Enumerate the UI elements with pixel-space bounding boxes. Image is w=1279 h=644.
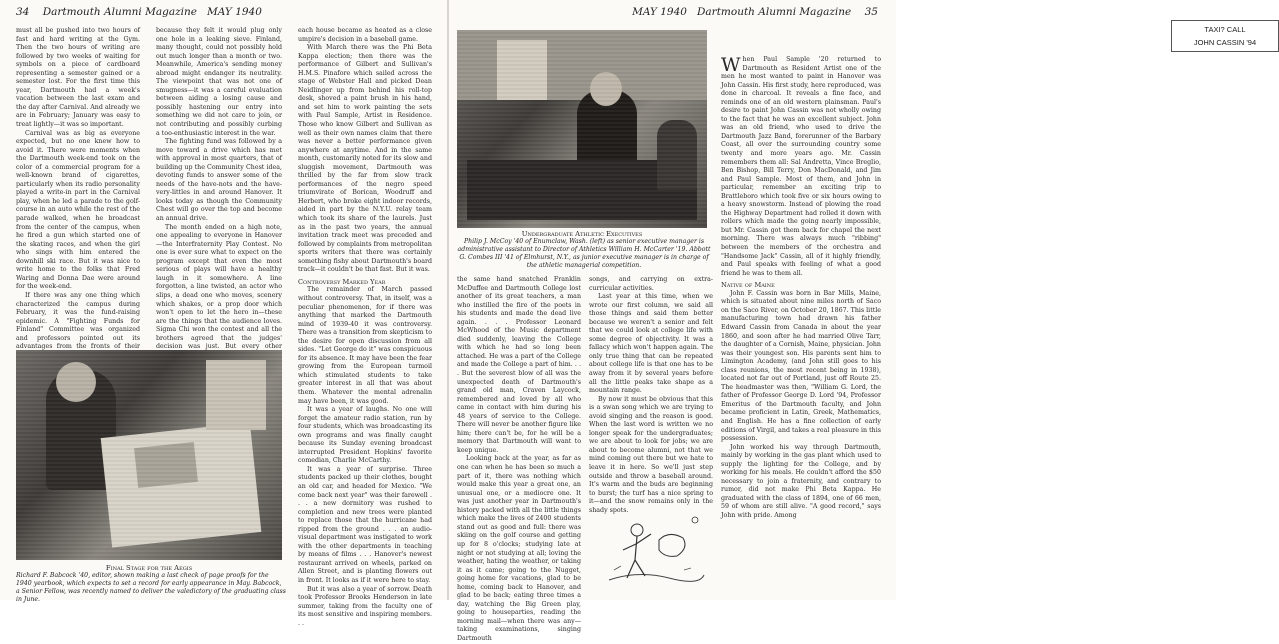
left-issue-date: MAY 1940 [207,6,262,18]
right-page-header [632,6,878,18]
right-column-1 [457,276,581,642]
right-issue-date: MAY 1940 [632,6,687,18]
executives-caption: Philip J. McCoy '40 of Enumclaw, Wash. (left) as senior executive manager is administrative assistant to Director of Athletics William H. McCarter '19. Abbott G. Combes III '41 of Elmhurst, N.Y., as junior executive manager is in charge of the athletic managerial competition. [457,238,711,269]
executives-caption-title: Undergraduate Athletic Executives [521,230,643,238]
athletic-executives-photo [457,30,707,228]
taxi-box-line-2: JOHN CASSIN '94 [1193,38,1257,47]
left-column-2 [156,27,282,351]
paragraph: But it was also a year of sorrow. Death took Professor Brooks Henderson in late summer, taking from the faculty one of its most sensitive and inspiring members. . . [298,585,432,627]
paragraph: Looking back at the year, as far as one can when he has been so much a part of it, there was nothing which would make this year a great one, an unusual one, or a mediocre one. It was just another year in Dartmouth's history packed with all the little things which make the lives of 2400 students stand out as good and full: there was skiing on the golf course and getting up for 8 o'clocks; studying late at night or not studying at all; loving the weather, hating the weather, or taking it as it came; going to the Nugget, going home for vacations, glad to be home, coming back to Hanover, and glad to be back; eating three times a day, watching the Big Green play, going to houseparties, reading the morning mail—when there was any—taking examinations, singing Dartmouth [457,455,581,642]
paragraph: Last year at this time, when we wrote our first column, we said all those things and said them better because we weren't a senior and felt that we could look at college life with some degree of objectivity. It was a fallacy which won't happen again. The only true thing that can be repeated about college life is that one has to be away from it by several years before all the little peaks take shape as a mountain range. [589,293,713,395]
paragraph: The remainder of March passed without controversy. That, in itself, was a peculiar phenomenon, for if there was anything that marked the Dartmouth mind of 1939-40 it was controversy. There was a transition from skepticism to the desire for open discussion from all sides. "Let George do it" was conspicuous for its absence. It may have been the fear growing from the European turmoil which stimulated students to take greater interest in all that was about them. Whatever the mental adrenalin may have been, it was good. [298,286,432,405]
baseball-sketch [599,500,709,590]
right-column-2 [589,276,713,514]
paragraph: the same hand snatched Franklin McDuffee and Dartmouth College lost another of its great teachers, a man who instilled the fire of the poets in his students and made the dead live again. . . . Professor Leonard McWhood of the Music department died suddenly, leaving the College with which he had so long been attached. He was a part of the College and made the College a part of him. . . . But the severest blow of all was the unexpected death of Dartmouth's grand old man, Craven Laycock, remembered and loved by all who came in contact with him during his 48 years of service to the College. There will never be another figure like him; there can't be, for he will be a memory that Dartmouth will want to keep unique. [457,276,581,454]
right-page-number: 35 [864,6,878,18]
paragraph: Carnival was as big as everyone expected, but no one knew how to avoid it. There were moments when the Dartmouth week-end took on the color of a commercial program for a well-known brand of cigarettes, particularly when its radio personality played a write-in part in the Carnival play, when he led a parade to the golf-course in an auto while the rest of the parade walked, when he broadcast from the center of the campus, when he fired a gun which started one of the skating races, and when the girl who sings with him entered the downhill ski race. But it was nice to write home to the folks that Fred Waring and Donna Dae were around for the week-end. [16,129,140,291]
paragraph: By now it must be obvious that this is a swan song which we are trying to avoid singing and the reason is good. When the last word is written we no longer speak for the undergraduates; we are about to look for jobs; we are about to become alumni, not that we mind coming out there but we hate to leave it in here. So we'll just step outside and throw a baseball around. It's warm and the buds are beginning to burst; the turf has a nice spring to it—and the snow remains only in the shady spots. [589,395,713,514]
left-page [0,0,448,627]
paragraph: The fighting fund was followed by a move toward a drive which has met with approval in most quarters, that of building up the Community Chest idea, devoting funds to answer some of the needs of the have-nots and the have-very-littles in and around Hanover. It looks today as though the Community Chest will go over the top and become an annual drive. [156,138,282,223]
left-magazine-title: Dartmouth Alumni Magazine [42,6,197,18]
paragraph: songs, and carrying on extra-curricular activities. [589,276,713,292]
paragraph: must all be pushed into two hours of fast and hard writing at the Gym. Then the two hours of writing are followed by two weeks of waiting for symbols on a piece of cardboard representing a semester gained or a semester lost. For the first time this year, Dartmouth had a week's vacation between the last exam and the day after Carnival. And already we are in February; January was easy to treat lightly—it was so important. [16,27,140,129]
paragraph: If there was any one thing which characterized the campus during February, it was the fund-raising epidemic. A "Fighting Funds for Finland" Committee was organized and professors pointed out its advantages from the fronts of their [16,291,140,351]
drop-cap: W [721,54,741,76]
section-subhead: Controversy Marked Year [298,277,386,286]
paragraph: John F. Cassin was born in Bar Mills, Maine, which is situated about nine miles north of Saco on the Saco River, on October 20, 1867. This little manufacturing town had drawn his father Edward Cassin from Canada in about the year 1860, and soon after he had married Olive Tarr, the daughter of a Cornish, Maine, physician. John was their youngest son. His parents sent him to Limington Academy, (and John still goes to his class reunions, the most recent being in 1938), located not far out of Portland, just off Route 25. The headmaster was then, "William G. Lord, the father of Professor George D. Lord '94, Professor Emeritus of the Dartmouth faculty, and John became proficient in Latin, Greek, Mathematics, and English. He has a fine collection of early editions of Virgil, and takes a real pleasure in this possession. [721,289,881,443]
right-page [449,0,1257,642]
section-subhead: Native of Maine [721,281,775,290]
aegis-caption-title: Final Stage for the Aegis [105,564,193,572]
taxi-box [1171,20,1279,52]
paragraph [721,56,881,278]
paragraph: each house became as heated as a close umpire's decision in a baseball game. [298,27,432,43]
right-magazine-title: Dartmouth Alumni Magazine [697,6,852,18]
paragraph: John worked his way through Dartmouth, mainly by working in the gas plant which used to supply the lighting for the College, and by working for his meals. He couldn't afford the $50 necessary to join a fraternity, and contrary to rumor, did not make Phi Beta Kappa. He graduated with the class of 1894, one of 66 men, 59 of whom are still alive. "A good record," says John with pride. Among [721,443,881,519]
left-column-3 [298,27,432,627]
paragraph: It was a year of laughs. No one will forget the amateur radio station, run by four students, which was broadcasting its own programs and was finally caught because its Sunday evening broadcast interrupted President Hopkins' favorite comedian, Charlie McCarthy. [298,406,432,465]
left-page-header [16,6,262,18]
taxi-box-line-1: TAXI? CALL [1204,25,1246,34]
left-page-number: 34 [16,6,30,18]
paragraph: It was a year of surprise. Three students packed up their clothes, bought an old car, and headed for Mexico. "We come back next year" was their farewell . . . a new dormitory was rushed to completion and new trees were planted to replace those that the hurricane had ripped from the ground . . . an audio-visual department was instigated to work with the other departments in teaching by means of films . . . Hanover's newest restaurant arrived on wheels, parked on Allen Street, and is planting flowers out in front. It looks as if it were here to stay. [298,465,432,584]
aegis-caption: Richard F. Babcock '40, editor, shown making a last check of page proofs for the 1940 yearbook, which expects to set a record for early appearance in May. Babcock, a Senior Fellow, was recently named to deliver the valedictory of the graduating class in June. [16,572,286,603]
aegis-photo [16,350,282,560]
paragraph: With March there was the Phi Beta Kappa election; then there was the performance of Gilbert and Sullivan's H.M.S. Pinafore which sailed across the stage of Webster Hall and picked Dean Neidlinger up from behind his roll-top desk, shoved a paint brush in his hand, and set him to work painting the sets with Paul Sample, Artist in Residence. Those who know Gilbert and Sullivan as well as their own names claim that there was never a better performance given anywhere at anytime. And in the same month, customarily noted for its slow and sluggish movement, Dartmouth was thrilled by the far from slow track performances of the negro speed triumvirate of Borican, Woodruff and Herbert, who broke eight indoor records, aided in part by the N.Y.U. relay team which took its share of the laurels. Just as in the past two years, the annual invitation track meet was preceded and followed by complaints from metropolitan sports writers that there was certainly something fishy about Dartmouth's board track—it couldn't be that fast. But it was. [298,44,432,274]
paragraph-text: hen Paul Sample '20 returned to Dartmouth as Resident Artist one of the men he most wanted to paint in Hanover was John Cassin. His first study, here reproduced, was done in charcoal. It reveals a fine face, and reminds one of an old western plainsman. Paul's desire to paint John Cassin was not wholly owing to the fact that he was an excellent subject. John was an old friend, who used to drive the Dartmouth Jazz Band, forerunner of the Barbary Coast, all over the surrounding country some twenty and more years ago. Mr. Cassin remembers them all: Sal Andretta, Vince Breglio, Ben Bishop, Bill Terry, Don MacDonald, and Jim and Paul Sample. Most of them, and John in particular, remember an exciting trip to Brattleboro which took five or six hours owing to a heavy snowstorm. Instead of plowing the road the Highway Department had rolled it down with rollers which made the going nearly impossible, but Mr. Cassin got them back for chapel the next morning. There was always much "ribbing" between the members of the orchestra and "Handsome Jack" Cassin, all of it highly friendly, and Paul speaks with feeling of what a good friend he was to them all. [721,56,881,277]
left-column-1 [16,27,140,351]
right-column-3 [721,56,881,598]
paragraph: The month ended on a high note, one appealing to everyone in Hanover—the Interfraternity Play Contest. No one is ever sure what to expect on the program except that even the most serious of plays will have a healthy laugh in it somewhere. A line forgotten, a line twisted, an actor who slips, a dead one who moves, scenery which shakes, or a prop door which won't open to let the hero in—these are the things that the audience loves. Sigma Chi won the contest and all the brothers agreed that the judges' decision was just. But every other [156,223,282,351]
paragraph: because they felt it would plug only one hole in a leaking sieve. Finland, many thought, could not possibly hold out much longer than a month or two. Meanwhile, America's sending money abroad might endanger its neutrality. The viewpoint that was not one of smugness—it was a careful evaluation between aiding a losing cause and possibly hastening our entry into something we did not care to join, or not contributing and possibly curbing a too-enthusiastic interest in the war. [156,27,282,137]
